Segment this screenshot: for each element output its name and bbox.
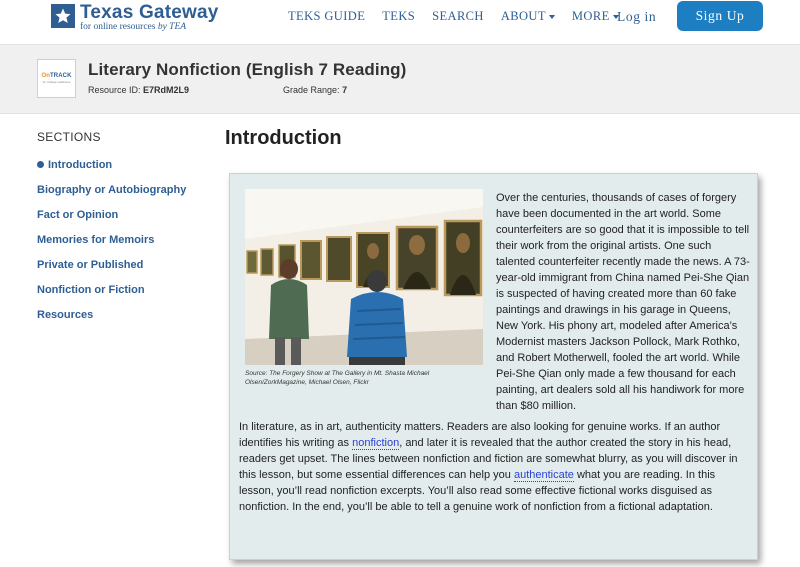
section-biography-or-autobiography[interactable] <box>37 177 217 202</box>
grade-range-value: 7 <box>342 85 348 95</box>
site-header <box>0 0 800 44</box>
logo-text <box>80 4 219 33</box>
resource-id-value: E7RdM2L9 <box>143 85 190 95</box>
section-label: Nonfiction or Fiction <box>37 283 145 296</box>
login-link[interactable]: Log in <box>617 9 657 24</box>
resource-id-label: Resource ID: <box>88 85 141 95</box>
grade-range-label: Grade Range: <box>283 85 340 95</box>
nav-more[interactable] <box>572 9 619 24</box>
caret-down-icon <box>549 15 555 19</box>
nav-about[interactable] <box>501 9 555 24</box>
paragraph-text: , and later it is revealed that the author created the story in his head, readers get upset. The lines between nonfiction and fiction are somewhat blurry, as you will discover in this lesson, but some essential differences can help you <box>239 437 738 481</box>
section-label: Private or Published <box>37 258 144 271</box>
nav-search[interactable] <box>432 9 484 24</box>
section-label: Memories for Memoirs <box>37 233 155 246</box>
nav-label: SEARCH <box>432 9 484 23</box>
paragraph-text: In literature, as in art, authenticity matters. Readers are also looking for genuine works. If an author identifies his writing as <box>239 421 721 449</box>
paragraph-1: Over the centuries, thousands of cases of forgery have been documented in the art world. Some counterfeiters are so good that it is impossible to tell their work from the original artists. One such talented counterfeiter recently made the news. A 73-year-old immigrant from China named Pei-She Qian is suspected of having created more than 60 fake paintings and drawings in his garage in Queens, New York. His phony art, modeled after America’s Modernist masters Jackson Pollock, Mark Rothko, and Robert Motherwell, fooled the art world. While Pei-She Qian only made a few thousand for each painting, art dealers sold all his handiwork for more than $80 million. <box>496 192 750 412</box>
sections-heading: SECTIONS <box>37 130 101 144</box>
texas-gateway-logo[interactable] <box>51 4 219 33</box>
ontrack-brand <box>41 73 71 79</box>
resource-id <box>88 85 189 95</box>
nav-teks[interactable] <box>382 9 415 24</box>
content-card <box>229 173 758 560</box>
glossary-link-authenticate[interactable]: authenticate <box>513 469 574 481</box>
logo-subtitle-by: by TEA <box>157 22 187 32</box>
section-fact-or-opinion[interactable] <box>37 202 217 227</box>
bullet-dot-icon <box>37 161 44 168</box>
sections-sidebar <box>37 130 217 327</box>
ontrack-brand-prefix: On <box>41 73 51 79</box>
resource-title: Literary Nonfiction (English 7 Reading) <box>88 60 407 79</box>
logo-title: Texas Gateway <box>80 2 219 23</box>
paragraph-2 <box>239 419 744 515</box>
logo-subtitle <box>80 22 219 33</box>
figure <box>245 189 483 387</box>
nav-label: MORE <box>571 9 610 23</box>
logo-subtitle-main: for online resources <box>80 22 156 32</box>
gallery-photo <box>245 189 483 365</box>
nav-label: TEKS GUIDE <box>288 9 366 23</box>
ontrack-tagline: for college readiness <box>42 80 71 84</box>
ontrack-logo <box>37 59 76 98</box>
grade-range <box>283 85 347 95</box>
section-label: Fact or Opinion <box>37 208 119 221</box>
section-label: Introduction <box>48 158 113 171</box>
nav-label: TEKS <box>382 9 416 23</box>
resource-banner <box>0 44 800 114</box>
section-private-or-published[interactable] <box>37 252 217 277</box>
page-title: Introduction <box>225 127 342 149</box>
star-icon <box>51 4 75 28</box>
ontrack-brand-suffix: TRACK <box>50 73 72 79</box>
section-introduction[interactable] <box>37 152 217 177</box>
nav-teks-guide[interactable] <box>288 9 365 24</box>
section-label: Resources <box>37 308 94 321</box>
section-label: Biography or Autobiography <box>37 183 187 196</box>
main-nav <box>288 9 636 24</box>
section-nonfiction-or-fiction[interactable] <box>37 277 217 302</box>
nav-label: ABOUT <box>500 9 546 23</box>
paragraph-text: what you are reading. In this lesson, you’ll read nonfiction excerpts. You’ll also read some effective fictional works disguised as nonfiction. In the end, you’ll be able to tell a genuine work of nonfiction from a fictional adaptation. <box>239 469 716 513</box>
section-memories-for-memoirs[interactable] <box>37 227 217 252</box>
image-caption: Source: The Forgery Show at The Gallery in Mt. Shasta Michael Olsen/ZorkMagazine, Michael Olsen, Flickr <box>245 370 430 386</box>
section-resources[interactable] <box>37 302 217 327</box>
glossary-link-nonfiction[interactable]: nonfiction <box>352 437 400 449</box>
signup-button[interactable]: Sign Up <box>677 1 763 31</box>
